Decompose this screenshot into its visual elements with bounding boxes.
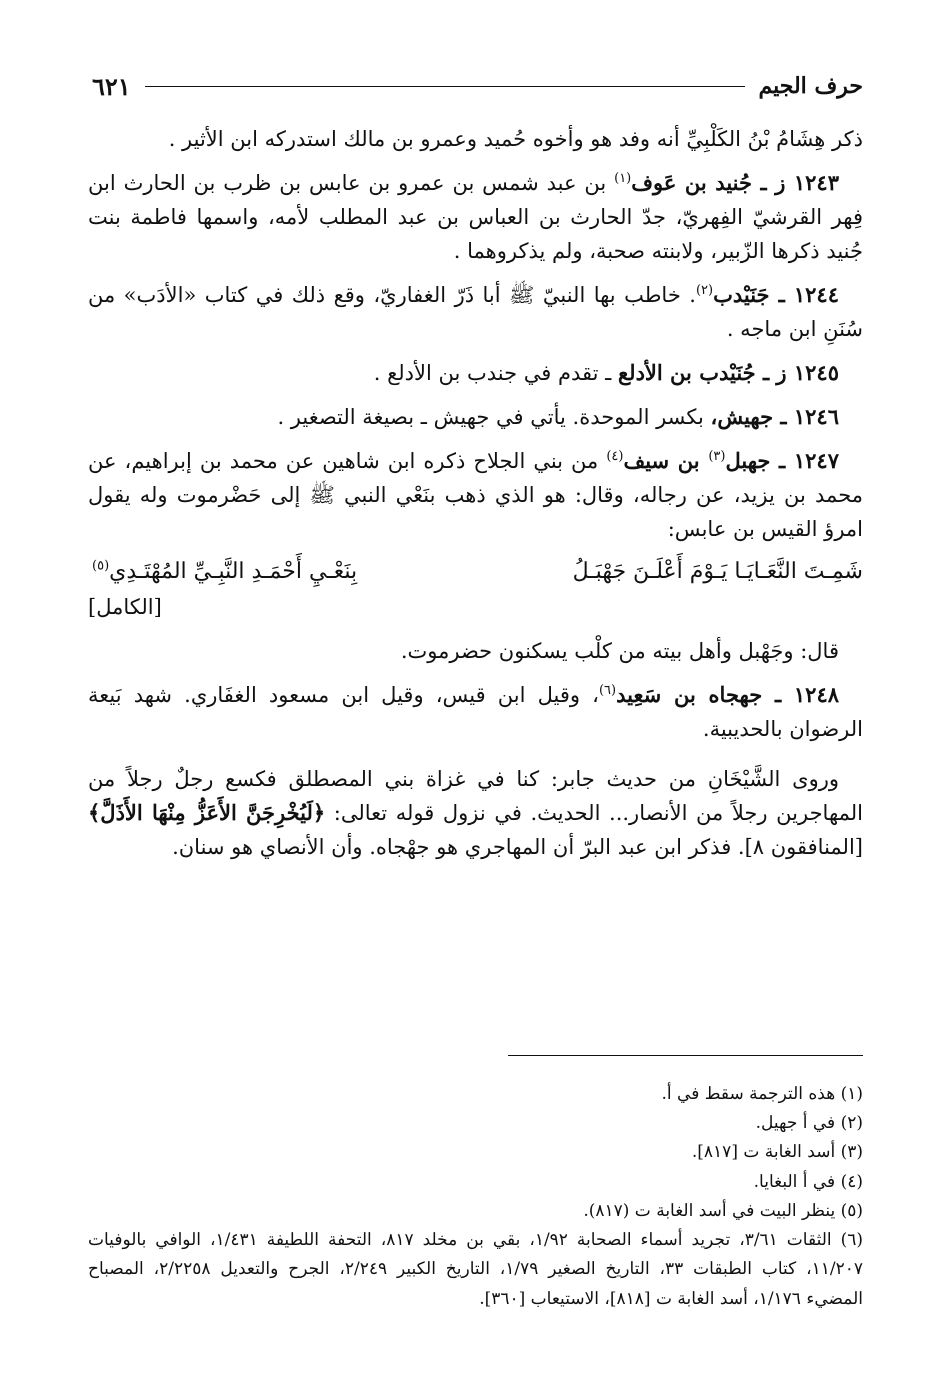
entry-heading: ١٢٤٦ ـ جهيش، bbox=[710, 404, 839, 430]
hadith-text: وروى الشَّيْخَانِ من حديث جابر: كنا في غزاة بني المصطلق فكسع رجلٌ رجلاً من المهاجرين رجلاً من الأنصار... الحديث. في نزول قوله تعالى: bbox=[88, 766, 863, 825]
footnote-ref: (٥) bbox=[92, 558, 110, 574]
entry-text: من بني الجلاح ذكره ابن شاهين عن محمد بن إبراهيم، عن محمد بن يزيد، عن رجاله، وقال: هو الذي ذهب بنَعْي النبي ﷺ إلى حَضْرموت وله يقول امرؤ القيس بن عابس: bbox=[88, 449, 863, 542]
entry-1246 bbox=[88, 400, 863, 434]
footnote-ref: (٤) bbox=[606, 449, 624, 465]
quran-verse: ﴿لَيُخْرِجَنَّ الأَعَزُّ مِنْهَا الأَذَلَّ﴾ bbox=[88, 799, 326, 825]
footnote-4: (٤) في أ البغايا. bbox=[753, 1171, 863, 1192]
footnote-1: (١) هذه الترجمة سقط في أ. bbox=[661, 1084, 863, 1104]
entry-heading: ١٢٤٥ ز ـ جُنَيْدب بن الأدلع bbox=[618, 360, 839, 386]
entry-text: بن عبد شمس بن عمرو بن عابس بن ظرب بن الحارث ابن فِهر القرشيّ الفِهريّ، جدّ الحارث بن العباس بن عبد المطلب لأمه، واسمها فاطمة بنت جُنيد ذكرها الزّبير، ولابنته صحبة، ولم يذكروهما . bbox=[88, 171, 863, 264]
entry-1243 bbox=[88, 166, 863, 268]
hadith-text-continued: [المنافقون ٨]. فذكر ابن عبد البرّ أن المهاجري هو جهْجاه. وأن الأنصاي هو سنان. bbox=[172, 834, 863, 859]
main-text bbox=[88, 122, 863, 874]
page-number: ٦٢١ bbox=[92, 71, 131, 101]
header-rule bbox=[145, 86, 745, 87]
footnote-ref: (١) bbox=[614, 171, 632, 187]
intro-paragraph: ذكر هِشَامُ بْنُ الكَلْبِيِّ أنه وفد هو وأخوه حُميد وعمرو بن مالك استدركه ابن الأثير . bbox=[168, 127, 863, 151]
footnote-6: (٦) الثقات ٣/٦١، تجريد أسماء الصحابة ١/٩٢، بقي بن مخلد ٨١٧، التحفة اللطيفة ١/٤٣١، الوافي بالوفيات ١١/٢٠٧، كتاب الطبقات ٣٣، التاريخ الصغير ١/٧٩، التاريخ الكبير ٢/٢٤٩، الجرح والتعديل ٢/٢٢٥٨، المصباح المضيء ١/١٧٦، أسد الغابة ت [٨١٨]، الاستيعاب [٣٦٠]. bbox=[88, 1230, 863, 1309]
footnote-2: (٢) في أ جهيل. bbox=[755, 1113, 863, 1134]
footnote-5: (٥) ينظر البيت في أسد الغابة ت (٨١٧). bbox=[583, 1200, 863, 1221]
chapter-title: حرف الجيم bbox=[758, 73, 863, 99]
entry-text: ـ تقدم في جندب بن الأدلع . bbox=[373, 361, 618, 386]
verse-second-hemistich bbox=[92, 554, 357, 590]
verse-first-hemistich: شَمِـتَ النَّعَـايَـا يَـوْمَ أَعْلَـنَ جَهْبَـلُ bbox=[572, 559, 863, 585]
entry-1245 bbox=[88, 356, 863, 390]
hadith-paragraph bbox=[88, 762, 863, 864]
entry-heading: ١٢٤٨ ـ جهجاه بن سَعِيد bbox=[616, 681, 840, 707]
entry-heading: ١٢٤٧ ـ جهبل bbox=[725, 448, 839, 474]
entry-heading: ١٢٤٣ ز ـ جُنيد بن عَوف bbox=[631, 170, 839, 196]
entry-text: . خاطب بها النبيّ ﷺ أبا ذَرّ الغفاريّ، وقع ذلك في كتاب «الأدَب» من سُنَنِ ابن ماجه . bbox=[88, 283, 863, 342]
entry-text: ، وقيل ابن قيس، وقيل ابن مسعود الغفَاري. شهد بَيعة الرضوان بالحديبية. bbox=[88, 682, 863, 741]
verse-second-hemistich-text: بِنَعْـيِ أَحْمَـدِ النَّبِـيِّ المُهْتَـدِي bbox=[109, 559, 358, 585]
footnote-3: (٣) أسد الغابة ت [٨١٧]. bbox=[691, 1142, 863, 1163]
running-header bbox=[92, 66, 863, 106]
footnotes bbox=[88, 1080, 863, 1314]
entry-heading-continued: بن سيف bbox=[623, 448, 709, 474]
entry-1247 bbox=[88, 444, 863, 546]
poem-meter: [الكامل] bbox=[88, 594, 162, 619]
entry-1248 bbox=[88, 678, 863, 746]
entry-heading: ١٢٤٤ ـ جَنَيْدب bbox=[713, 282, 839, 308]
footnote-ref: (٦) bbox=[598, 682, 617, 698]
footnote-ref: (٣) bbox=[708, 449, 726, 465]
entry-1244 bbox=[88, 278, 863, 346]
footnote-separator bbox=[508, 1055, 863, 1056]
entry-text: بكسر الموحدة. يأتي في جهيش ـ بصيغة التصغير . bbox=[277, 405, 711, 430]
after-verse-paragraph: قال: وجَهْبل وأهل بيته من كلْب يسكنون حضرموت. bbox=[400, 638, 839, 663]
footnote-ref: (٢) bbox=[695, 283, 714, 299]
poem-verse bbox=[88, 554, 863, 590]
